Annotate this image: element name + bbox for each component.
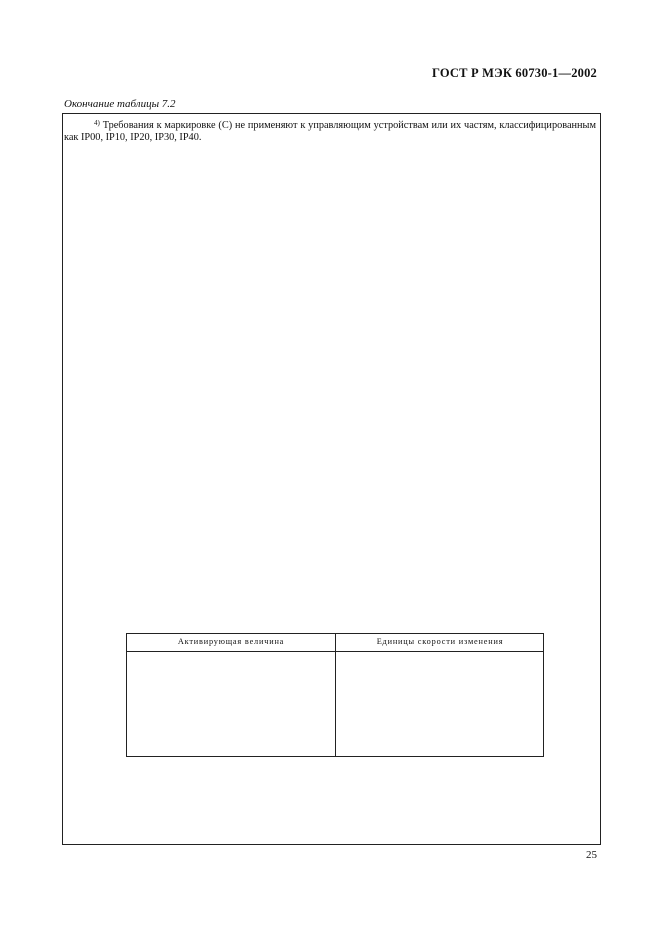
table-column-divider	[335, 634, 336, 756]
paragraph-text: Требования к маркировке (С) не применяют к управляющим устройствам или их частям, классифицированным как IP00, IP10, IP20, IP30, IP40.	[64, 120, 596, 143]
page-number: 25	[586, 849, 597, 861]
paragraph-n4	[64, 120, 596, 143]
standard-code: ГОСТ Р МЭК 60730-1—2002	[432, 66, 597, 80]
table-continuation-caption: Окончание таблицы 7.2	[64, 98, 176, 110]
table-header-quantity: Активирующая величина	[177, 637, 285, 646]
table-header-divider	[127, 651, 543, 652]
table-header-units: Единицы скорости изменения	[376, 637, 504, 646]
footnotes-body	[64, 120, 596, 143]
footnote-marker: 4)	[94, 119, 100, 127]
rate-units-table	[126, 633, 544, 757]
